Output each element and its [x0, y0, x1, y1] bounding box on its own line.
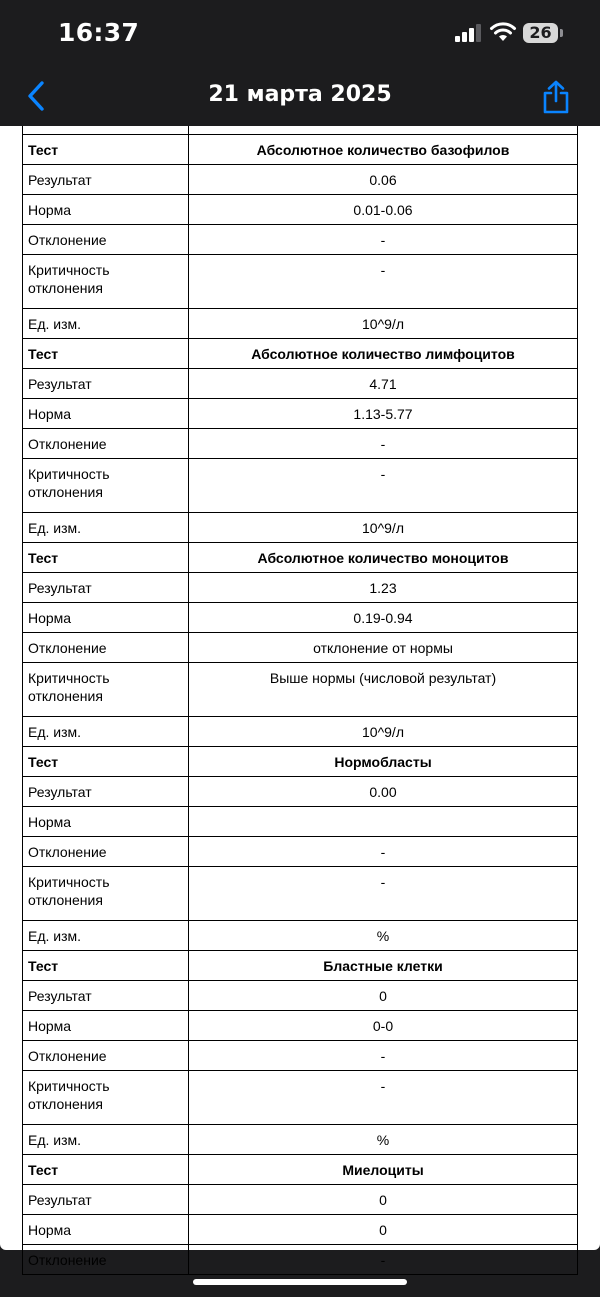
test-name: Миелоциты	[189, 1155, 578, 1185]
result-value: 4.71	[189, 369, 578, 399]
criticality-label-line2: отклонения	[28, 1096, 103, 1112]
share-icon	[545, 82, 567, 112]
criticality-label	[23, 459, 189, 513]
page-title: 21 марта 2025	[208, 82, 392, 107]
test-name: Абсолютное количество базофилов	[189, 135, 578, 165]
table-row	[23, 777, 578, 807]
test-name-label: Тест	[23, 1155, 189, 1185]
table-row	[23, 309, 578, 339]
table-continuation	[22, 126, 578, 134]
table-row	[23, 399, 578, 429]
table-row	[23, 807, 578, 837]
criticality-label-line2: отклонения	[28, 484, 103, 500]
unit-label: Ед. изм.	[23, 513, 189, 543]
norm-label: Норма	[23, 603, 189, 633]
table-row	[23, 573, 578, 603]
deviation-value: отклонение от нормы	[189, 633, 578, 663]
table-row	[23, 135, 578, 165]
result-value: 0.00	[189, 777, 578, 807]
test-name-label: Тест	[23, 747, 189, 777]
result-label: Результат	[23, 165, 189, 195]
battery-icon: 26	[523, 23, 558, 43]
deviation-value: -	[189, 1041, 578, 1071]
norm-value	[189, 807, 578, 837]
results-content[interactable]	[0, 126, 600, 1268]
norm-value: 0.01-0.06	[189, 195, 578, 225]
table-row	[23, 867, 578, 921]
result-value: 1.23	[189, 573, 578, 603]
test-name-label: Тест	[23, 339, 189, 369]
table-row	[23, 1125, 578, 1155]
results-table	[22, 134, 578, 1275]
norm-label: Норма	[23, 195, 189, 225]
status-time: 16:37	[58, 18, 140, 47]
table-row	[23, 837, 578, 867]
table-row	[23, 633, 578, 663]
result-value: 0	[189, 1185, 578, 1215]
table-row	[23, 1245, 578, 1275]
table-row	[23, 1185, 578, 1215]
table-row	[23, 663, 578, 717]
norm-label: Норма	[23, 399, 189, 429]
unit-value: 10^9/л	[189, 717, 578, 747]
table-row	[23, 459, 578, 513]
test-name: Бластные клетки	[189, 951, 578, 981]
unit-label: Ед. изм.	[23, 309, 189, 339]
test-name: Абсолютное количество лимфоцитов	[189, 339, 578, 369]
table-row	[23, 1011, 578, 1041]
table-row	[23, 951, 578, 981]
result-label: Результат	[23, 1185, 189, 1215]
criticality-value: -	[189, 459, 578, 513]
unit-value: 10^9/л	[189, 513, 578, 543]
unit-label: Ед. изм.	[23, 717, 189, 747]
deviation-label: Отклонение	[23, 633, 189, 663]
deviation-value: -	[189, 225, 578, 255]
table-row	[23, 225, 578, 255]
table-row	[23, 543, 578, 573]
test-name-label: Тест	[23, 543, 189, 573]
criticality-label	[23, 255, 189, 309]
table-row	[23, 1215, 578, 1245]
test-name: Абсолютное количество моноцитов	[189, 543, 578, 573]
criticality-label-line1: Критичность	[28, 874, 110, 890]
table-row	[23, 1155, 578, 1185]
test-name-label: Тест	[23, 951, 189, 981]
deviation-label: Отклонение	[23, 1041, 189, 1071]
criticality-value: -	[189, 867, 578, 921]
result-label: Результат	[23, 369, 189, 399]
deviation-label: Отклонение	[23, 1245, 189, 1275]
table-row	[23, 165, 578, 195]
table-row	[23, 1041, 578, 1071]
result-label: Результат	[23, 981, 189, 1011]
table-row	[23, 981, 578, 1011]
table-row	[23, 339, 578, 369]
unit-value: %	[189, 921, 578, 951]
deviation-label: Отклонение	[23, 837, 189, 867]
norm-label: Норма	[23, 807, 189, 837]
test-name-label: Тест	[23, 135, 189, 165]
table-row	[23, 369, 578, 399]
home-indicator[interactable]	[193, 1279, 407, 1285]
result-label: Результат	[23, 777, 189, 807]
table-row	[23, 429, 578, 459]
criticality-label-line2: отклонения	[28, 892, 103, 908]
deviation-value: -	[189, 429, 578, 459]
norm-value: 0	[189, 1215, 578, 1245]
cellular-signal-icon	[455, 24, 483, 42]
battery-cap	[560, 29, 563, 37]
result-label: Результат	[23, 573, 189, 603]
wifi-icon	[490, 22, 516, 42]
criticality-label-line2: отклонения	[28, 688, 103, 704]
status-bar	[0, 0, 600, 64]
criticality-value: -	[189, 255, 578, 309]
test-name: Нормобласты	[189, 747, 578, 777]
criticality-value: Выше нормы (числовой результат)	[189, 663, 578, 717]
deviation-value: -	[189, 837, 578, 867]
table-row	[23, 747, 578, 777]
norm-value: 0.19-0.94	[189, 603, 578, 633]
unit-value: %	[189, 1125, 578, 1155]
unit-value: 10^9/л	[189, 309, 578, 339]
result-value: 0.06	[189, 165, 578, 195]
unit-label: Ед. изм.	[23, 1125, 189, 1155]
criticality-label-line2: отклонения	[28, 280, 103, 296]
unit-label: Ед. изм.	[23, 921, 189, 951]
criticality-label-line1: Критичность	[28, 670, 110, 686]
table-row	[23, 195, 578, 225]
criticality-label-line1: Критичность	[28, 466, 110, 482]
criticality-label-line1: Критичность	[28, 1078, 110, 1094]
table-row	[23, 1071, 578, 1125]
table-row	[23, 513, 578, 543]
criticality-label	[23, 867, 189, 921]
table-row	[23, 921, 578, 951]
deviation-label: Отклонение	[23, 225, 189, 255]
deviation-label: Отклонение	[23, 429, 189, 459]
norm-value: 1.13-5.77	[189, 399, 578, 429]
norm-label: Норма	[23, 1215, 189, 1245]
norm-value: 0-0	[189, 1011, 578, 1041]
result-value: 0	[189, 981, 578, 1011]
table-row	[23, 255, 578, 309]
table-row	[23, 717, 578, 747]
criticality-label	[23, 1071, 189, 1125]
criticality-value: -	[189, 1071, 578, 1125]
navigation-bar	[0, 66, 600, 126]
table-row	[23, 603, 578, 633]
criticality-label	[23, 663, 189, 717]
share-button[interactable]	[540, 80, 572, 114]
criticality-label-line1: Критичность	[28, 262, 110, 278]
deviation-value: -	[189, 1245, 578, 1275]
norm-label: Норма	[23, 1011, 189, 1041]
